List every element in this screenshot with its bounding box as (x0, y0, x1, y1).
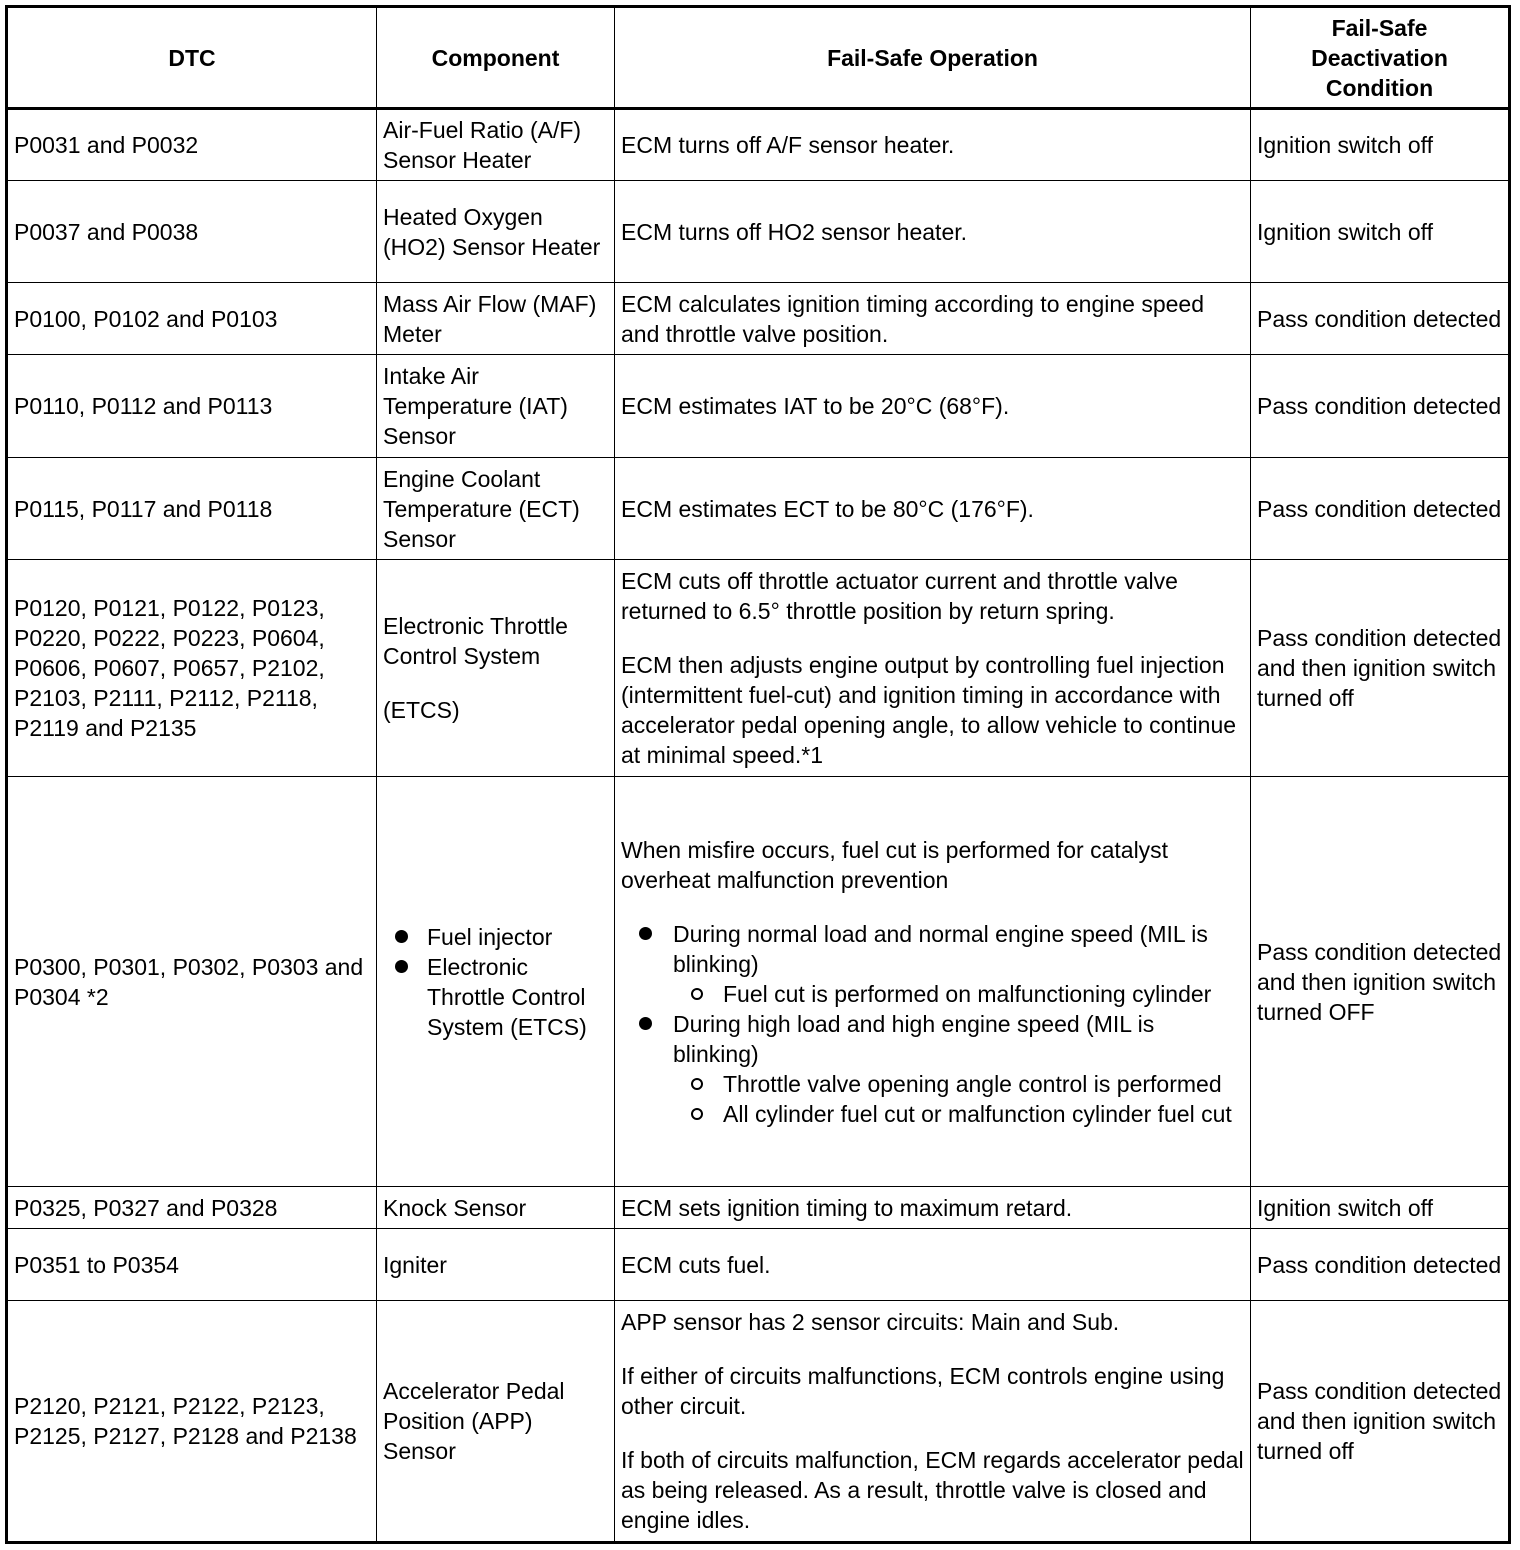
dtc-cell: P0100, P0102 and P0103 (7, 283, 377, 355)
component-cell: Accelerator Pedal Position (APP) Sensor (377, 1301, 615, 1543)
deactivation-cell: Ignition switch off (1251, 1187, 1510, 1229)
dtc-cell: P0351 to P0354 (7, 1229, 377, 1301)
table-row (7, 560, 1510, 777)
bullet-icon (639, 1017, 652, 1030)
operation-paragraph: APP sensor has 2 sensor circuits: Main and Sub. (621, 1309, 1120, 1335)
operation-paragraph: ECM cuts off throttle actuator current and throttle valve returned to 6.5° throttle position by return spring. (621, 568, 1178, 624)
table-row (7, 109, 1510, 181)
deactivation-cell: Pass condition detected and then ignition switch turned off (1251, 560, 1510, 777)
component-item: Electronic Throttle Control System (ETCS) (427, 953, 587, 1040)
deactivation-cell: Pass condition detected (1251, 355, 1510, 458)
dtc-cell: P0325, P0327 and P0328 (7, 1187, 377, 1229)
component-cell (377, 560, 615, 777)
operation-cell: ECM estimates ECT to be 80°C (176°F). (615, 458, 1251, 560)
deactivation-cell: Pass condition detected (1251, 1229, 1510, 1301)
header-component: Component (377, 7, 615, 109)
list-item (673, 1069, 1244, 1099)
component-item: Fuel injector (427, 923, 553, 950)
component-line: Electronic Throttle Control System (383, 613, 568, 669)
table-row (7, 1187, 1510, 1229)
component-line: (ETCS) (383, 697, 460, 723)
operation-cell: ECM estimates IAT to be 20°C (68°F). (615, 355, 1251, 458)
dtc-cell: P0120, P0121, P0122, P0123, P0220, P0222, P0223, P0604, P0606, P0607, P0657, P2102, P2103, P2111, P2112, P2118, P2119 and P2135 (7, 560, 377, 777)
table-row (7, 181, 1510, 283)
operation-cell: ECM sets ignition timing to maximum retard. (615, 1187, 1251, 1229)
dtc-cell: P0110, P0112 and P0113 (7, 355, 377, 458)
deactivation-cell: Pass condition detected and then ignition switch turned off (1251, 1301, 1510, 1543)
dtc-cell: P0031 and P0032 (7, 109, 377, 181)
header-fail-safe-operation: Fail-Safe Operation (615, 7, 1251, 109)
table-row (7, 1301, 1510, 1543)
operation-intro: When misfire occurs, fuel cut is performed for catalyst overheat malfunction prevention (621, 836, 1169, 893)
header-row (7, 7, 1510, 109)
component-cell: Heated Oxygen (HO2) Sensor Heater (377, 181, 615, 283)
operation-sublist (673, 1069, 1244, 1129)
table-row (7, 1229, 1510, 1301)
operation-cell (615, 1301, 1251, 1543)
component-cell: Knock Sensor (377, 1187, 615, 1229)
header-deactivation-condition: Fail-Safe Deactivation Condition (1251, 7, 1510, 109)
component-list (377, 922, 608, 1042)
list-item (673, 1099, 1244, 1129)
operation-cell: ECM turns off A/F sensor heater. (615, 109, 1251, 181)
component-cell: Mass Air Flow (MAF) Meter (377, 283, 615, 355)
dtc-cell: P2120, P2121, P2122, P2123, P2125, P2127, P2128 and P2138 (7, 1301, 377, 1543)
circle-bullet-icon (691, 1078, 703, 1090)
operation-item: During normal load and normal engine speed (MIL is blinking) (673, 920, 1208, 977)
operation-sublist (673, 979, 1244, 1009)
list-item (621, 919, 1244, 1009)
operation-cell (615, 777, 1251, 1187)
operation-cell: ECM calculates ignition timing according to engine speed and throttle valve position. (615, 283, 1251, 355)
operation-cell: ECM turns off HO2 sensor heater. (615, 181, 1251, 283)
deactivation-cell: Ignition switch off (1251, 109, 1510, 181)
operation-paragraph: If either of circuits malfunctions, ECM controls engine using other circuit. (621, 1363, 1225, 1419)
operation-subitem: Throttle valve opening angle control is performed (723, 1070, 1222, 1097)
operation-item: During high load and high engine speed (MIL is blinking) (673, 1010, 1155, 1067)
operation-subitem: All cylinder fuel cut or malfunction cylinder fuel cut (723, 1100, 1232, 1127)
header-dtc: DTC (7, 7, 377, 109)
component-cell: Engine Coolant Temperature (ECT) Sensor (377, 458, 615, 560)
operation-cell (615, 560, 1251, 777)
component-cell: Air-Fuel Ratio (A/F) Sensor Heater (377, 109, 615, 181)
operation-subitem: Fuel cut is performed on malfunctioning cylinder (723, 980, 1212, 1007)
bullet-icon (639, 927, 652, 940)
deactivation-cell: Pass condition detected (1251, 283, 1510, 355)
table-row (7, 283, 1510, 355)
table-row (7, 355, 1510, 458)
table-row (7, 777, 1510, 1187)
operation-paragraph: ECM then adjusts engine output by controlling fuel injection (intermittent fuel-cut) and ignition timing in accordance with accelerator pedal opening angle, to allow vehicle to continue at minimal speed.*1 (621, 652, 1237, 768)
circle-bullet-icon (691, 1108, 703, 1120)
circle-bullet-icon (691, 988, 703, 1000)
list-item (377, 922, 608, 952)
operation-list (621, 919, 1244, 1129)
deactivation-cell: Ignition switch off (1251, 181, 1510, 283)
bullet-icon (395, 930, 408, 943)
list-item (673, 979, 1244, 1009)
dtc-cell: P0115, P0117 and P0118 (7, 458, 377, 560)
table-row (7, 458, 1510, 560)
dtc-cell: P0300, P0301, P0302, P0303 and P0304 *2 (7, 777, 377, 1187)
list-item (377, 952, 608, 1042)
fail-safe-table (5, 5, 1511, 1544)
bullet-icon (395, 960, 408, 973)
component-cell: Igniter (377, 1229, 615, 1301)
list-item (621, 1009, 1244, 1129)
operation-cell: ECM cuts fuel. (615, 1229, 1251, 1301)
deactivation-cell: Pass condition detected and then ignition switch turned OFF (1251, 777, 1510, 1187)
dtc-cell: P0037 and P0038 (7, 181, 377, 283)
deactivation-cell: Pass condition detected (1251, 458, 1510, 560)
component-cell: Intake Air Temperature (IAT) Sensor (377, 355, 615, 458)
fail-safe-document (5, 5, 1508, 1543)
component-cell (377, 777, 615, 1187)
operation-paragraph: If both of circuits malfunction, ECM regards accelerator pedal as being released. As a result, throttle valve is closed and engine idles. (621, 1447, 1244, 1533)
